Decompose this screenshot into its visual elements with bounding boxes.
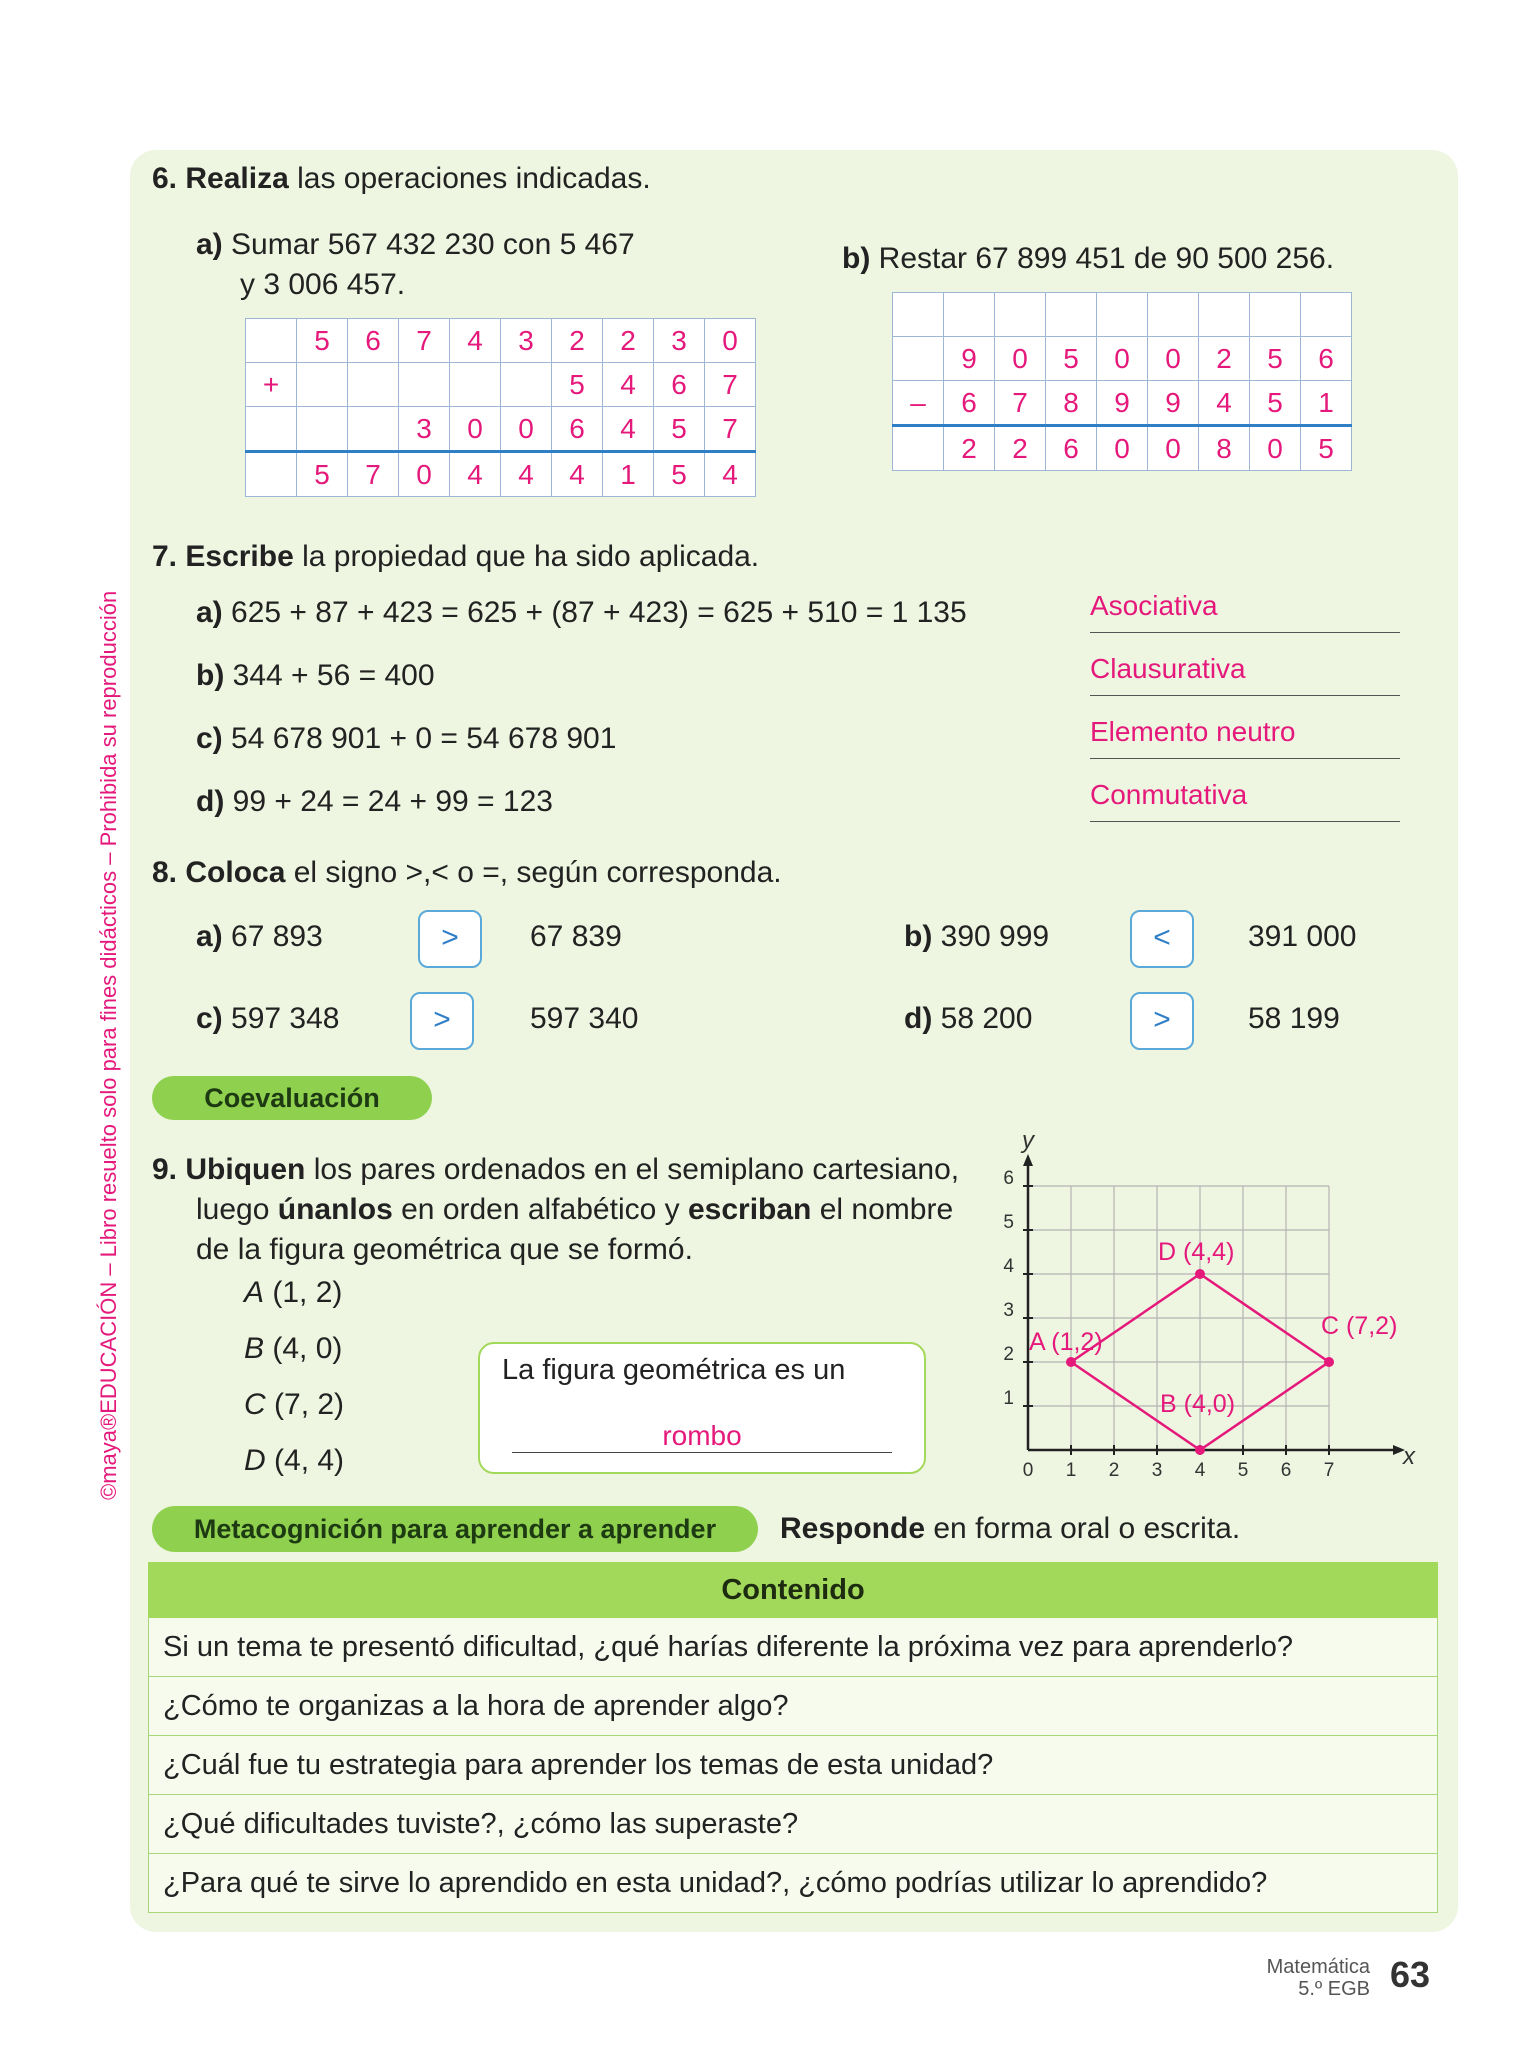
answer-box [478, 1342, 926, 1474]
q7-answer-field[interactable]: Elemento neutro [1090, 716, 1400, 759]
q8-right-number: 597 340 [530, 1002, 639, 1035]
subtraction-cell[interactable]: 0 [1250, 426, 1301, 471]
q7-answer-field[interactable]: Asociativa [1090, 590, 1400, 633]
metacognicion-badge: Metacognición para aprender a aprender [152, 1506, 758, 1552]
q8-item-left [904, 920, 1049, 954]
subtraction-cell[interactable]: 2 [944, 426, 995, 471]
q8-item-left [196, 1002, 339, 1036]
cartesian-plane-chart [990, 1120, 1430, 1480]
y-axis-arrow [1023, 1154, 1033, 1166]
footer-subject: Matemática [1266, 1956, 1370, 1978]
subtraction-cell[interactable]: 9 [1097, 381, 1148, 426]
q8-instruction: el signo >,< o =, según corresponda. [293, 856, 782, 889]
subtraction-cell[interactable]: 6 [1046, 426, 1097, 471]
q6a-line2: y 3 006 457. [240, 268, 406, 301]
subtraction-cell[interactable]: 0 [995, 337, 1046, 381]
q6b-instruction: Restar 67 899 451 de 90 500 256. [878, 242, 1335, 275]
q9-heading [152, 1150, 959, 1270]
y-tick-label: 6 [1003, 1168, 1014, 1189]
addition-cell[interactable]: 7 [705, 407, 756, 452]
q7-item-expression: 99 + 24 = 24 + 99 = 123 [232, 785, 553, 818]
q8-item-label: c) [196, 1002, 223, 1035]
table-row [149, 1736, 1438, 1795]
y-tick-label: 1 [1003, 1388, 1014, 1409]
q7-answer-field[interactable]: Clausurativa [1090, 653, 1400, 696]
q8-left-number: 597 348 [231, 1002, 340, 1035]
x-tick-label: 5 [1237, 1460, 1249, 1480]
x-tick-label: 2 [1108, 1460, 1120, 1480]
addition-cell[interactable]: + [246, 363, 297, 407]
addition-cell[interactable]: 5 [297, 319, 348, 363]
subtraction-cell[interactable] [1301, 293, 1352, 337]
addition-cell[interactable]: 4 [552, 452, 603, 497]
q8-verb: Coloca [185, 856, 286, 889]
q9-text2b: en orden alfabético y [401, 1193, 680, 1226]
q9-point-name: C [244, 1388, 266, 1421]
addition-cell[interactable]: 7 [399, 319, 450, 363]
addition-row [246, 319, 756, 363]
subtraction-cell[interactable]: 6 [1301, 337, 1352, 381]
subtraction-cell[interactable]: 0 [1097, 426, 1148, 471]
metacognicion-verb: Responde [780, 1512, 926, 1545]
q9-number: 9. [152, 1153, 178, 1186]
q7-item-label: d) [196, 785, 225, 818]
q7-instruction: la propiedad que ha sido aplicada. [302, 540, 760, 573]
table-cell-question[interactable]: ¿Qué dificultades tuviste?, ¿cómo las superaste? [149, 1795, 1438, 1854]
data-point-label: A (1,2) [1029, 1328, 1103, 1356]
q8-left-number: 390 999 [940, 920, 1050, 953]
addition-cell[interactable]: 4 [603, 363, 654, 407]
addition-cell[interactable] [297, 363, 348, 407]
q7-verb: Escribe [185, 540, 294, 573]
subtraction-cell[interactable]: 1 [1301, 381, 1352, 426]
q8-item-label: d) [904, 1002, 933, 1035]
q8-right-number: 58 199 [1248, 1002, 1340, 1035]
figure-prompt: La figura geométrica es un [502, 1354, 846, 1386]
addition-cell[interactable] [348, 407, 399, 452]
addition-cell[interactable]: 4 [603, 407, 654, 452]
x-tick-label: 1 [1065, 1460, 1077, 1480]
addition-cell[interactable]: 6 [552, 407, 603, 452]
q6a-label: a) [196, 228, 223, 261]
subtraction-row [893, 381, 1352, 426]
q7-item-expression: 625 + 87 + 423 = 625 + (87 + 423) = 625 + 510 = 1 135 [231, 596, 967, 629]
q9-point-name: D [244, 1444, 266, 1477]
addition-cell[interactable] [450, 363, 501, 407]
subtraction-cell[interactable] [1148, 293, 1199, 337]
subtraction-cell[interactable] [1046, 293, 1097, 337]
q7-item-label: a) [196, 596, 223, 629]
q9-point-name: B [244, 1332, 265, 1365]
subtraction-cell[interactable] [1250, 293, 1301, 337]
y-tick-label: 4 [1003, 1256, 1014, 1277]
footer-subject-block [1220, 1956, 1370, 2000]
q8-left-number: 58 200 [940, 1002, 1033, 1035]
addition-cell[interactable]: 5 [654, 452, 705, 497]
y-tick-label: 5 [1003, 1212, 1014, 1233]
q9-point-coords: (4, 0) [272, 1332, 343, 1365]
addition-cell[interactable]: 7 [348, 452, 399, 497]
addition-cell[interactable]: 0 [399, 452, 450, 497]
table-header-contenido: Contenido [149, 1563, 1438, 1618]
table-cell-question[interactable]: ¿Para qué te sirve lo aprendido en esta unidad?, ¿cómo podrías utilizar lo aprendido? [149, 1854, 1438, 1913]
data-point [1324, 1357, 1334, 1367]
q8-right-number: 391 000 [1248, 920, 1357, 953]
addition-cell[interactable]: 3 [399, 407, 450, 452]
q6-instruction: las operaciones indicadas. [297, 162, 651, 195]
x-tick-label: 7 [1323, 1460, 1335, 1480]
addition-cell[interactable]: 6 [654, 363, 705, 407]
coevaluacion-badge: Coevaluación [152, 1076, 432, 1120]
q7-item-expression: 344 + 56 = 400 [232, 659, 435, 692]
addition-cell[interactable]: 0 [450, 407, 501, 452]
q7-answer-field[interactable]: Conmutativa [1090, 779, 1400, 822]
q9-text3: de la figura geométrica que se formó. [196, 1233, 693, 1266]
subtraction-cell[interactable] [893, 426, 944, 471]
q9-point-coords: (4, 4) [274, 1444, 345, 1477]
metacognicion-instruction [780, 1512, 1240, 1546]
q8-item-left [196, 920, 323, 954]
q6b-text [842, 242, 1334, 276]
q7-item [196, 659, 435, 693]
q7-item-label: c) [196, 722, 223, 755]
metacognicion-table [148, 1562, 1438, 1913]
q7-item [196, 596, 967, 630]
q6-number: 6. [152, 162, 178, 195]
subtraction-cell[interactable]: 9 [1148, 381, 1199, 426]
addition-cell[interactable] [348, 363, 399, 407]
q6a-text [196, 228, 635, 262]
subtraction-cell[interactable] [995, 293, 1046, 337]
subtraction-cell[interactable]: 7 [995, 381, 1046, 426]
subtraction-cell[interactable]: – [893, 381, 944, 426]
q7-item [196, 722, 616, 756]
q9-text2a: luego [196, 1193, 270, 1226]
footer-grade: 5.º EGB [1298, 1978, 1370, 2000]
subtraction-cell[interactable]: 6 [944, 381, 995, 426]
q9-verb-escriban: escriban [687, 1193, 812, 1226]
q8-item-left [904, 1002, 1032, 1036]
x-tick-label: 6 [1280, 1460, 1292, 1480]
q6a-line1: Sumar 567 432 230 con 5 467 [231, 228, 635, 261]
addition-cell[interactable]: 2 [603, 319, 654, 363]
q6-heading [152, 162, 651, 196]
q9-point-coords: (1, 2) [272, 1276, 343, 1309]
q9-point [244, 1388, 344, 1422]
x-tick-label: 4 [1194, 1460, 1206, 1480]
addition-cell[interactable]: 0 [501, 407, 552, 452]
q8-left-number: 67 893 [231, 920, 323, 953]
addition-cell[interactable]: 6 [348, 319, 399, 363]
q9-point [244, 1332, 342, 1366]
q6b-label: b) [842, 242, 871, 275]
x-axis-label: x [1403, 1443, 1415, 1470]
subtraction-cell[interactable]: 0 [1148, 337, 1199, 381]
subtraction-cell[interactable]: 8 [1046, 381, 1097, 426]
subtraction-cell[interactable] [893, 337, 944, 381]
copyright-sidebar: ©maya®EDUCACIÓN – Libro resuelto solo para fines didácticos – Prohibida su reproducción [96, 590, 121, 1500]
addition-cell[interactable]: 7 [705, 363, 756, 407]
addition-cell[interactable] [246, 452, 297, 497]
q8-item-label: a) [196, 920, 223, 953]
subtraction-cell[interactable] [1199, 293, 1250, 337]
q8-number: 8. [152, 856, 178, 889]
addition-row [246, 452, 756, 497]
q7-number: 7. [152, 540, 178, 573]
q9-point-coords: (7, 2) [274, 1388, 345, 1421]
addition-cell[interactable] [501, 363, 552, 407]
data-point-label: B (4,0) [1160, 1390, 1236, 1418]
table-row [149, 1854, 1438, 1913]
y-axis-label: y [1022, 1127, 1034, 1154]
q7-item [196, 785, 553, 819]
table-cell-question[interactable]: ¿Cuál fue tu estrategia para aprender los temas de esta unidad? [149, 1736, 1438, 1795]
addition-cell[interactable]: 4 [501, 452, 552, 497]
subtraction-cell[interactable]: 2 [995, 426, 1046, 471]
table-row [149, 1795, 1438, 1854]
q8-right-number: 67 839 [530, 920, 622, 953]
addition-row [246, 407, 756, 452]
addition-cell[interactable]: 5 [297, 452, 348, 497]
q7-item-expression: 54 678 901 + 0 = 54 678 901 [231, 722, 617, 755]
addition-cell[interactable]: 4 [705, 452, 756, 497]
addition-cell[interactable]: 3 [654, 319, 705, 363]
subtraction-cell[interactable]: 9 [944, 337, 995, 381]
q9-verb-unanlos: únanlos [277, 1193, 393, 1226]
subtraction-cell[interactable] [893, 293, 944, 337]
addition-cell[interactable]: 5 [552, 363, 603, 407]
table-row [149, 1618, 1438, 1677]
addition-cell[interactable] [399, 363, 450, 407]
subtraction-cell[interactable]: 5 [1301, 426, 1352, 471]
q8-item-label: b) [904, 920, 933, 953]
q9-text1: los pares ordenados en el semiplano cartesiano, [313, 1153, 960, 1186]
table-cell-question[interactable]: ¿Cómo te organizas a la hora de aprender algo? [149, 1677, 1438, 1736]
subtraction-cell[interactable] [1097, 293, 1148, 337]
subtraction-cell[interactable]: 8 [1199, 426, 1250, 471]
subtraction-row [893, 293, 1352, 337]
data-point [1066, 1357, 1076, 1367]
table-cell-question[interactable]: Si un tema te presentó dificultad, ¿qué harías diferente la próxima vez para aprenderlo? [149, 1618, 1438, 1677]
addition-cell[interactable]: 4 [450, 319, 501, 363]
data-point-label: D (4,4) [1158, 1238, 1235, 1266]
addition-cell[interactable] [246, 319, 297, 363]
addition-cell[interactable]: 0 [705, 319, 756, 363]
q9-point [244, 1276, 342, 1310]
addition-cell[interactable]: 1 [603, 452, 654, 497]
addition-cell[interactable] [246, 407, 297, 452]
addition-cell[interactable]: 2 [552, 319, 603, 363]
addition-row [246, 363, 756, 407]
x-tick-label: 3 [1151, 1460, 1163, 1480]
q9-point-name: A [244, 1276, 265, 1309]
addition-cell[interactable]: 5 [654, 407, 705, 452]
addition-cell[interactable] [297, 407, 348, 452]
q7-heading [152, 540, 759, 574]
q7-item-label: b) [196, 659, 225, 692]
subtraction-cell[interactable]: 0 [1148, 426, 1199, 471]
subtraction-cell[interactable]: 5 [1250, 337, 1301, 381]
page-number: 63 [1390, 1954, 1431, 1995]
q9-verb-ubiquen: Ubiquen [185, 1153, 306, 1186]
metacognicion-rest: en forma oral o escrita. [933, 1512, 1241, 1545]
q8-sign-box[interactable]: > [418, 910, 482, 968]
y-tick-label: 3 [1003, 1300, 1014, 1321]
q9-point [244, 1444, 344, 1478]
subtraction-cell[interactable]: 0 [1097, 337, 1148, 381]
subtraction-cell[interactable]: 4 [1199, 381, 1250, 426]
q8-heading [152, 856, 782, 890]
addition-grid [245, 318, 756, 497]
q8-sign-box[interactable]: < [1130, 910, 1194, 968]
y-tick-label: 2 [1003, 1344, 1014, 1365]
subtraction-cell[interactable]: 5 [1046, 337, 1097, 381]
subtraction-cell[interactable] [944, 293, 995, 337]
x-tick-label: 0 [1022, 1460, 1034, 1480]
data-point [1195, 1269, 1205, 1279]
q8-sign-box[interactable]: > [410, 992, 474, 1050]
addition-cell[interactable]: 4 [450, 452, 501, 497]
subtraction-grid [892, 292, 1352, 471]
subtraction-row [893, 426, 1352, 471]
q6-verb: Realiza [185, 162, 289, 195]
data-point [1195, 1445, 1205, 1455]
table-row [149, 1677, 1438, 1736]
q9-text2c: el nombre [819, 1193, 954, 1226]
data-point-label: C (7,2) [1321, 1312, 1398, 1340]
addition-cell[interactable]: 3 [501, 319, 552, 363]
subtraction-row [893, 337, 1352, 381]
subtraction-cell[interactable]: 2 [1199, 337, 1250, 381]
figure-answer[interactable]: rombo [512, 1414, 892, 1453]
subtraction-cell[interactable]: 5 [1250, 381, 1301, 426]
q8-sign-box[interactable]: > [1130, 992, 1194, 1050]
